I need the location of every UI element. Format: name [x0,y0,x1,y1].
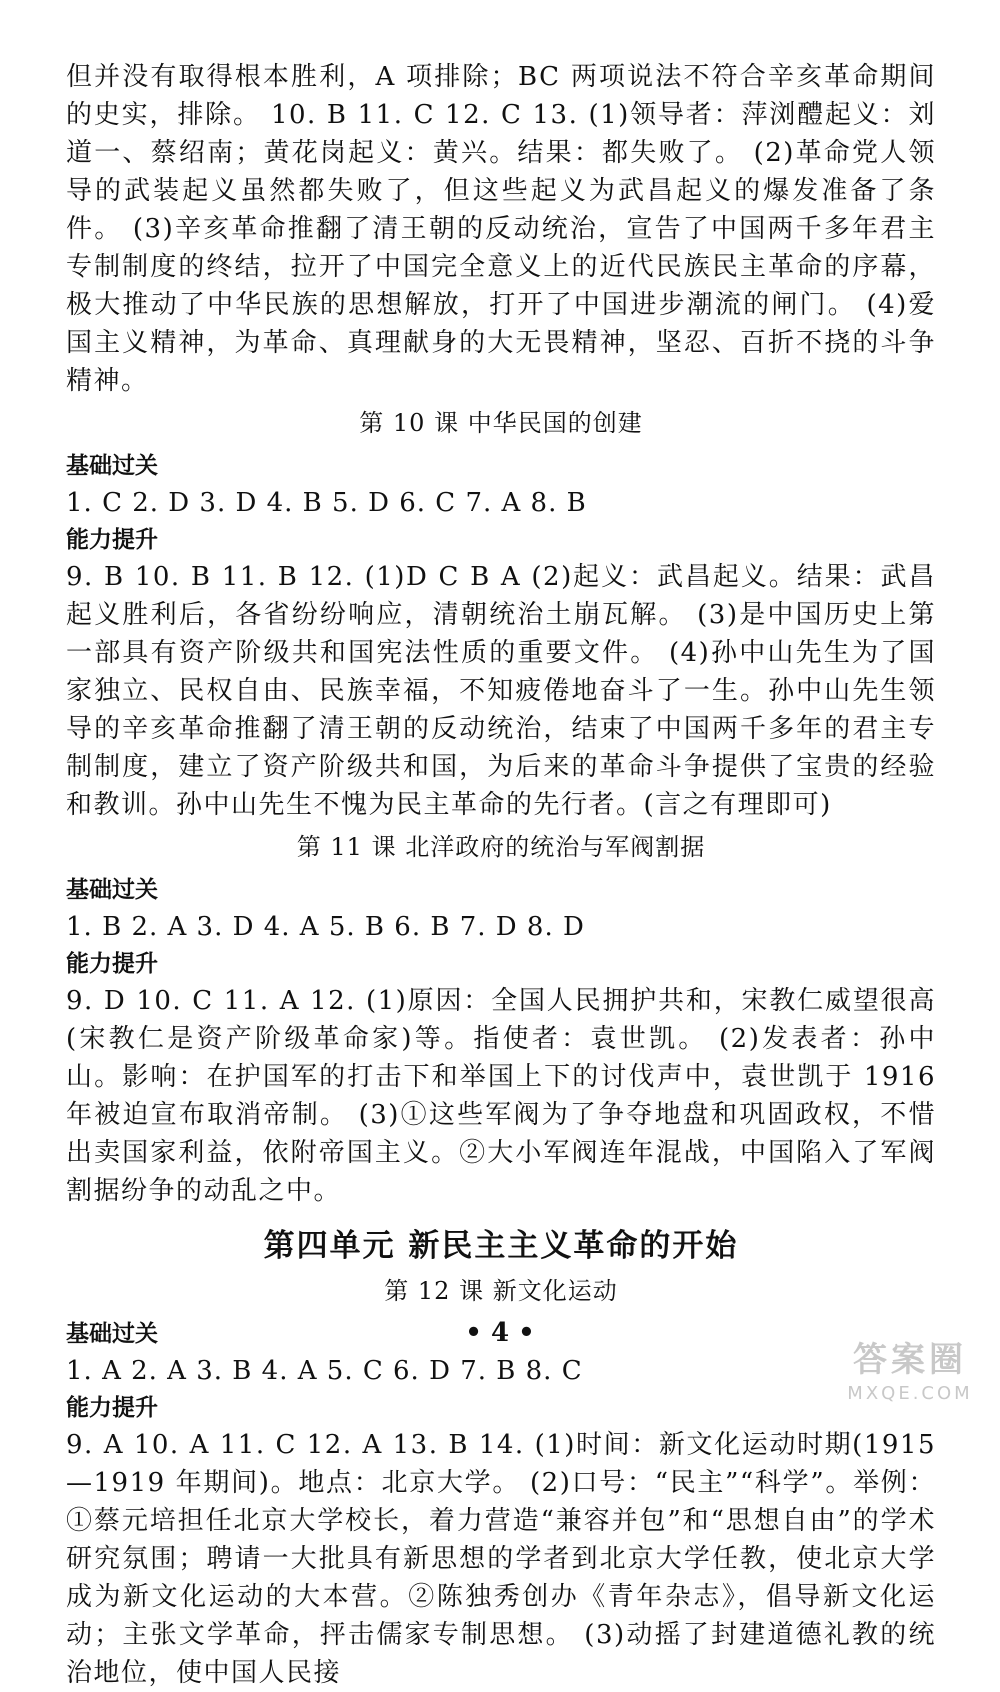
watermark-top-text: 答案圈 [853,1340,967,1380]
lesson-10-title: 第 10 课 中华民国的创建 [359,409,643,437]
unit-4-title: 第四单元 新民主主义革命的开始 [263,1228,739,1264]
lesson-11-advanced-answers: 9. D 10. C 11. A 12. (1)原因：全国人民拥护共和，宋教仁威望很高(宋教仁是资产阶级革命家)等。指使者：袁世凯。 (2)发表者：孙中山。影响：在护国军的打击下和举国上下的讨伐声中，袁世凯于 1916 年被迫宣布取消帝制。 (3)①这些军阀为了争夺地盘和巩固政权，不惜出卖国家利益，依附帝国主义。②大小军阀连年混战，中国陷入了军阀割据纷争的动乱之中。 [66,986,936,1206]
lesson-11-title: 第 11 课 北洋政府的统治与军阀割据 [296,833,706,861]
lesson-10-basic-label: 基础过关 [66,453,158,479]
lesson-11-basic-answers: 1. B 2. A 3. D 4. A 5. B 6. B 7. D 8. D [66,912,585,942]
watermark-bottom-text: MXQE.COM [847,1383,973,1404]
lesson-11-basic-label: 基础过关 [66,877,158,903]
lesson-12-basic-answers: 1. A 2. A 3. B 4. A 5. C 6. D 7. B 8. C [66,1356,583,1386]
lesson-10-advanced-label: 能力提升 [66,527,158,553]
lesson-11-advanced-label: 能力提升 [66,951,158,977]
lesson-12-basic-label: 基础过关 [66,1321,158,1347]
lesson-12-advanced-label: 能力提升 [66,1395,158,1421]
lesson-12-advanced-answers: 9. A 10. A 11. C 12. A 13. B 14. (1)时间：新文化运动时期(1915—1919 年期间)。地点：北京大学。 (2)口号：“民主”“科学”。举例：①蔡元培担任北京大学校长，着力营造“兼容并包”和“思想自由”的学术研究氛围；聘请一大批具有新思想的学者到北京大学任教，使北京大学成为新文化运动的大本营。②陈独秀创办《青年杂志》，倡导新文化运动；主张文学革命，抨击儒家专制思想。 (3)动摇了封建道德礼教的统治地位，使中国人民接 [66,1430,936,1688]
continuation-paragraph: 但并没有取得根本胜利，A 项排除；BC 两项说法不符合辛亥革命期间的史实，排除。 10. B 11. C 12. C 13. (1)领导者：萍浏醴起义：刘道一、蔡绍南；黄花岗起义：黄兴。结果：都失败了。 (2)革命党人领导的武装起义虽然都失败了，但这些起义为武昌起义的爆发准备了条件。 (3)辛亥革命推翻了清王朝的反动统治，宣告了中国两千多年君主专制制度的终结，拉开了中国完全意义上的近代民族民主革命的序幕，极大推动了中华民族的思想解放，打开了中国进步潮流的闸门。 (4)爱国主义精神，为革命、真理献身的大无畏精神，坚忍、百折不挠的斗争精神。 [66,62,936,396]
lesson-12-title: 第 12 课 新文化运动 [384,1277,618,1305]
page-content [66,58,936,1692]
page-number: • 4 • [465,1318,535,1348]
lesson-10-basic-answers: 1. C 2. D 3. D 4. B 5. D 6. C 7. A 8. B [66,488,587,518]
lesson-10-advanced-answers: 9. B 10. B 11. B 12. (1)D C B A (2)起义：武昌起义。结果：武昌起义胜利后，各省纷纷响应，清朝统治土崩瓦解。 (3)是中国历史上第一部具有资产阶级共和国宪法性质的重要文件。 (4)孙中山先生为了国家独立、民权自由、民族幸福，不知疲倦地奋斗了一生。孙中山先生领导的辛亥革命推翻了清王朝的反动统治，结束了中国两千多年的君主专制制度，建立了资产阶级共和国，为后来的革命斗争提供了宝贵的经验和教训。孙中山先生不愧为民主革命的先行者。(言之有理即可) [66,562,936,820]
watermark-logo [830,1338,990,1418]
